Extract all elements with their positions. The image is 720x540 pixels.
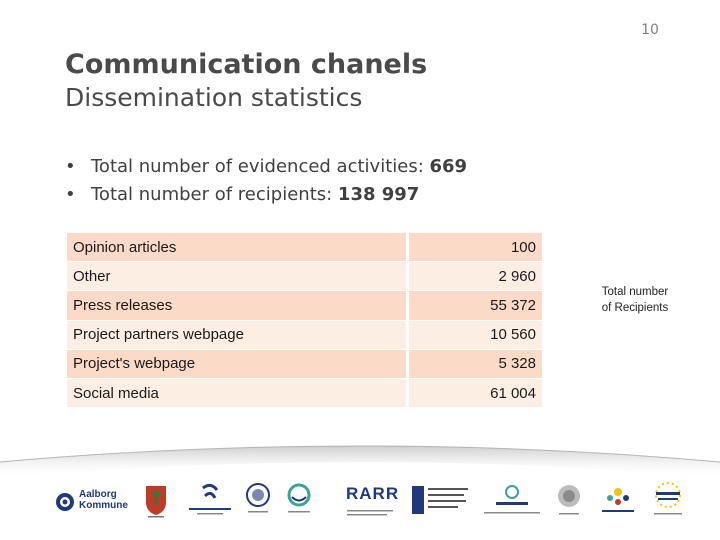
seal-logo	[244, 482, 272, 518]
slide-subtitle: Dissemination statistics	[65, 83, 363, 112]
row-value: 61 004	[407, 378, 542, 407]
row-label: Social media	[67, 378, 407, 407]
aalborg-logo-line1: Aalborg	[79, 489, 117, 500]
bullet-list	[65, 153, 467, 209]
aalborg-kommune-logo	[55, 484, 127, 520]
partner-logos	[0, 478, 720, 528]
bullet-value: 669	[429, 156, 468, 177]
table-row	[67, 349, 542, 378]
side-label-line1: Total number	[601, 286, 669, 298]
bullet-activities	[65, 153, 467, 181]
circle-logo	[284, 482, 314, 518]
ornate-crest-logo	[554, 482, 584, 520]
rarr-logo-lines	[346, 509, 396, 519]
row-value: 10 560	[407, 320, 542, 349]
bullet-value: 138 997	[337, 184, 420, 205]
title-block	[65, 48, 427, 114]
row-label: Project partners webpage	[67, 320, 407, 349]
recipients-table	[67, 232, 542, 408]
university-logo	[185, 482, 235, 518]
crown-crest-icon	[55, 490, 75, 512]
red-crest-logo	[142, 482, 170, 518]
table-row	[67, 378, 542, 407]
side-label	[590, 284, 680, 316]
star-network-logo	[598, 482, 638, 520]
aalborg-logo-line2: Kommune	[79, 500, 128, 511]
bullet-recipients	[65, 181, 467, 209]
slide-title: Communication chanels	[65, 49, 428, 80]
side-label-line2: of Recipients	[601, 302, 669, 314]
row-value: 5 328	[407, 349, 542, 378]
bullet-dot: •	[65, 184, 76, 205]
nyec-logo	[480, 484, 544, 518]
decorative-curve	[0, 420, 720, 480]
row-label: Press releases	[67, 291, 407, 320]
bullet-text: Total number of evidenced activities:	[91, 156, 430, 177]
row-value: 2 960	[407, 262, 542, 291]
rarr-logo-text: RARR	[346, 484, 400, 503]
bullet-dot: •	[65, 156, 76, 177]
row-label: Opinion articles	[67, 233, 407, 262]
rarr-logo	[346, 484, 400, 520]
bullet-text: Total number of recipients:	[91, 184, 338, 205]
row-label: Other	[67, 262, 407, 291]
table-row	[67, 320, 542, 349]
page-number: 10	[641, 22, 659, 38]
eu-network-logo	[648, 480, 688, 520]
row-label: Project's webpage	[67, 349, 407, 378]
table-row	[67, 291, 542, 320]
table-row	[67, 233, 542, 262]
row-value: 100	[407, 233, 542, 262]
row-value: 55 372	[407, 291, 542, 320]
table-row	[67, 262, 542, 291]
ministry-logo	[410, 484, 472, 518]
